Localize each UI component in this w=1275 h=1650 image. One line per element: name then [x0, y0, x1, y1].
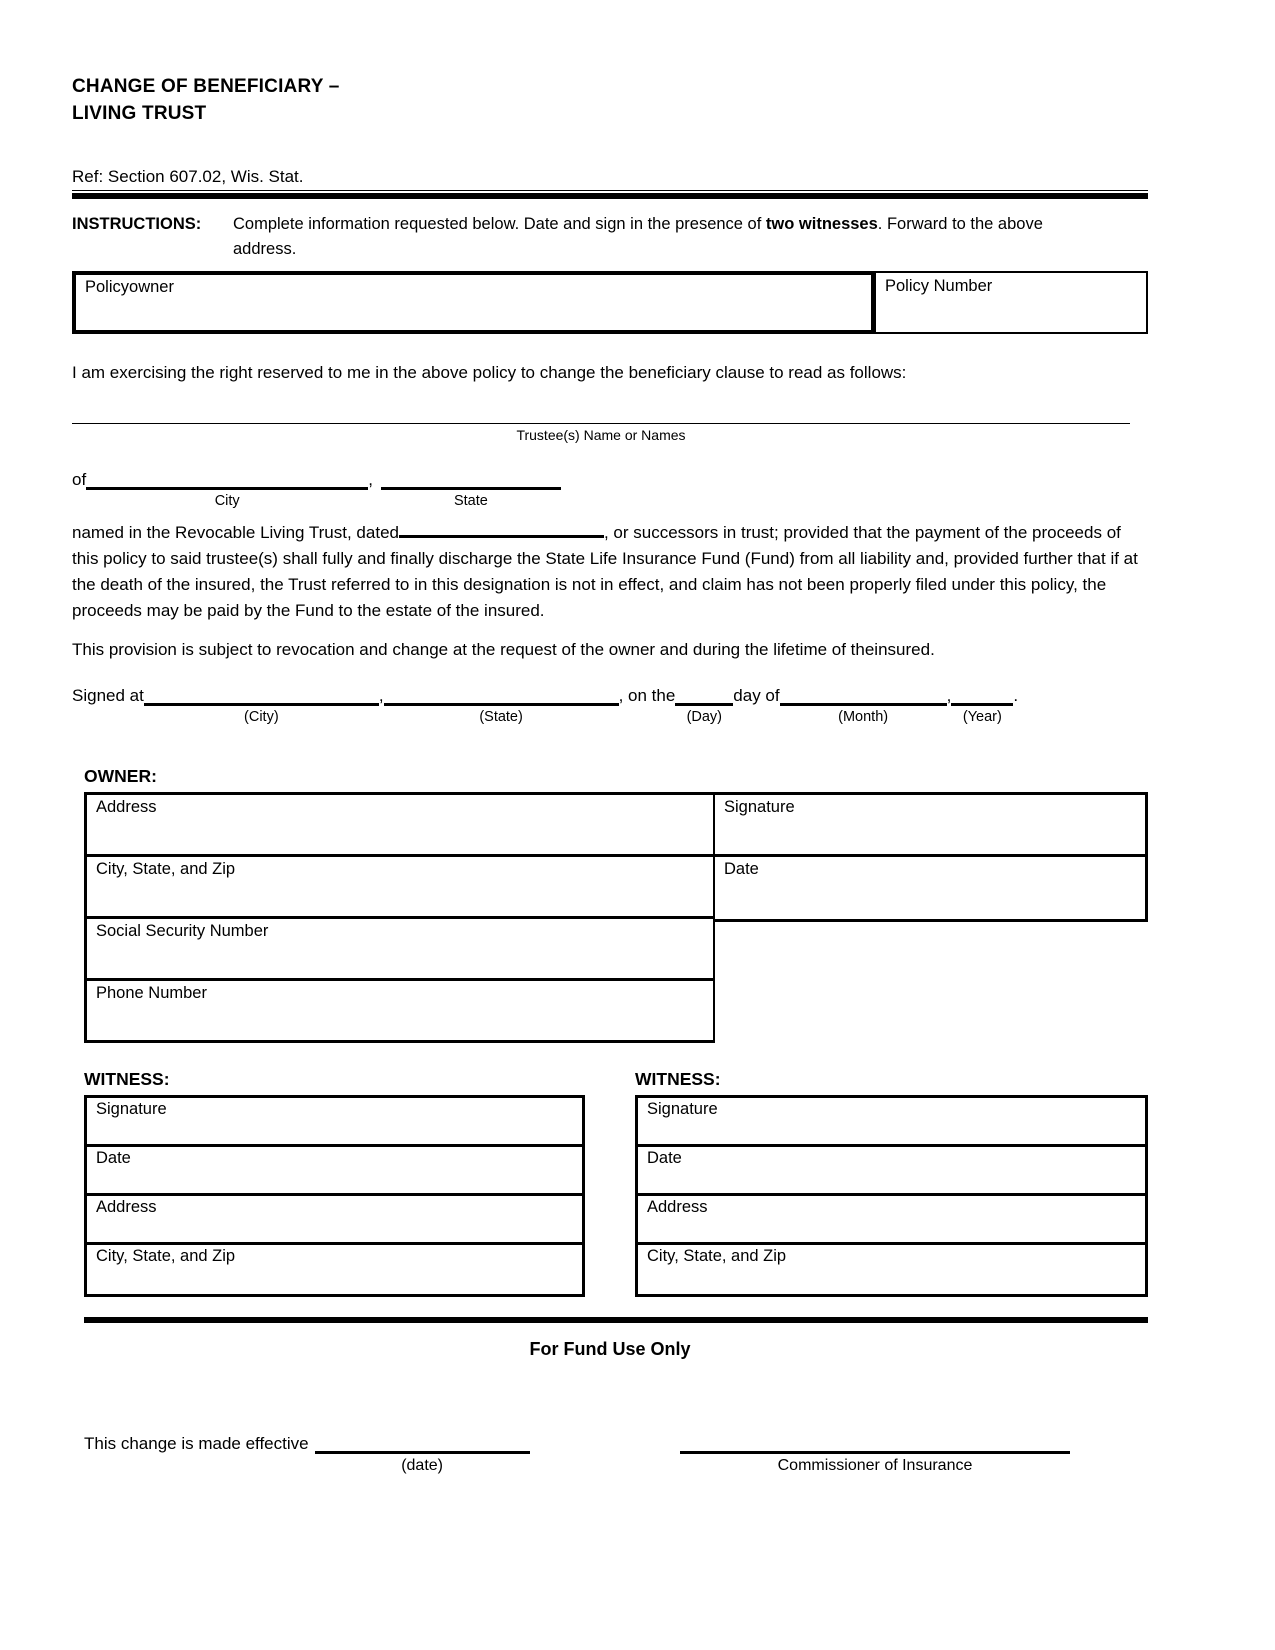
witness-2-city-state-zip-label: City, State, and Zip [647, 1247, 787, 1265]
signed-sep3: , [946, 686, 952, 705]
trust-paragraph-before: named in the Revocable Living Trust, dated [72, 523, 399, 542]
owner-date-label: Date [724, 860, 759, 878]
signed-state-blank[interactable] [384, 687, 619, 725]
witness-2-date-field[interactable] [638, 1147, 1145, 1196]
instructions-text-end: . Forward to the above [877, 215, 1043, 233]
witness-sections-row [84, 1069, 1148, 1297]
trust-paragraph-after: , or successors in trust; provided that the payment of the proceeds of this policy to said trustee(s) shall fully and finally discharge the State Life Insurance Fund (Fund) from all liability and, provided further that if at the death of the insured, the Trust referred to in this designation is not in effect, and claim has not been properly filed under this policy, the proceeds may be paid by the Fund to the estate of the insured. [72, 523, 1138, 620]
header-divider-rule [72, 193, 1148, 199]
witness-1-address-label: Address [96, 1198, 157, 1216]
witness-1-table [84, 1095, 585, 1297]
city-blank-label: City [214, 493, 240, 509]
fund-use-bottom-row [84, 1434, 1148, 1474]
witness-1-signature-field[interactable] [87, 1098, 582, 1147]
owner-address-label: Address [96, 798, 157, 816]
provision-paragraph: This provision is subject to revocation and change at the request of the owner and during the lifetime of theinsured. [72, 640, 935, 659]
trustee-name-blank[interactable] [72, 423, 1130, 424]
owner-ssn-field[interactable] [87, 919, 713, 981]
witness-1-signature-label: Signature [96, 1100, 167, 1118]
instructions-row [72, 212, 1148, 262]
trustee-name-area [72, 423, 1130, 443]
intro-paragraph: I am exercising the right reserved to me in the above policy to change the beneficiary clause to read as follows: [72, 363, 907, 382]
signed-day-label: (Day) [686, 709, 723, 725]
owner-date-field[interactable] [715, 857, 1145, 919]
signed-state-label: (State) [479, 709, 523, 725]
form-title-line1: CHANGE OF BENEFICIARY – [72, 76, 340, 97]
owner-table-right-column [715, 795, 1148, 922]
owner-table-left-column [84, 795, 715, 1043]
trust-paragraph [72, 520, 1148, 624]
form-title-line2: LIVING TRUST [72, 103, 207, 124]
owner-table [84, 792, 1148, 1043]
witness-2-city-state-zip-field[interactable] [638, 1245, 1145, 1294]
owner-phone-label: Phone Number [96, 984, 207, 1002]
owner-signature-label: Signature [724, 798, 795, 816]
form-title [72, 0, 1148, 127]
signed-day-blank[interactable] [675, 687, 733, 725]
signed-end: . [1013, 686, 1019, 705]
witness-1-date-label: Date [96, 1149, 131, 1167]
signed-city-label: (City) [244, 709, 279, 725]
witness-2-address-field[interactable] [638, 1196, 1145, 1245]
policyowner-field[interactable] [72, 271, 875, 334]
witness-2-signature-label: Signature [647, 1100, 718, 1118]
signed-at-row [72, 686, 1148, 725]
state-blank[interactable] [381, 471, 561, 509]
ref-statute-line: Ref: Section 607.02, Wis. Stat. [72, 167, 1148, 191]
effective-text: This change is made effective [84, 1434, 309, 1453]
owner-phone-field[interactable] [87, 981, 713, 1043]
effective-date-blank[interactable] [315, 1435, 530, 1474]
witness-1-city-state-zip-label: City, State, and Zip [96, 1247, 236, 1265]
witness-2-heading: WITNESS: [635, 1069, 721, 1089]
of-comma: , [368, 470, 373, 489]
owner-city-state-zip-label: City, State, and Zip [96, 860, 236, 878]
witness-2-address-label: Address [647, 1198, 708, 1216]
witness-2-date-label: Date [647, 1149, 682, 1167]
signed-month-label: (Month) [838, 709, 889, 725]
witness-1-date-field[interactable] [87, 1147, 582, 1196]
owner-address-field[interactable] [87, 795, 713, 857]
trustee-name-label: Trustee(s) Name or Names [516, 427, 686, 443]
commissioner-signature-blank[interactable] [680, 1435, 1070, 1474]
signed-prefix: Signed at [72, 686, 144, 705]
instructions-text-line2: address. [233, 240, 297, 258]
instructions-label: INSTRUCTIONS: [72, 215, 202, 233]
witness-1-city-state-zip-field[interactable] [87, 1245, 582, 1294]
policy-number-label: Policy Number [885, 277, 993, 295]
signed-year-label: (Year) [962, 709, 1002, 725]
policy-boxes-row [72, 271, 1148, 334]
signed-sep1: , [378, 686, 384, 705]
fund-use-divider-rule [84, 1317, 1148, 1323]
signed-year-blank[interactable] [951, 687, 1013, 725]
city-blank[interactable] [86, 471, 368, 509]
policyowner-label: Policyowner [85, 278, 174, 296]
witness-2-table [635, 1095, 1148, 1297]
policy-number-field[interactable] [875, 271, 1148, 334]
owner-heading: OWNER: [84, 766, 157, 786]
instructions-text-start: Complete information requested below. Date and sign in the presence of [233, 215, 766, 233]
witness-section-2 [635, 1069, 1148, 1297]
effective-date-label: (date) [401, 1457, 443, 1474]
owner-ssn-label: Social Security Number [96, 922, 269, 940]
signed-sep2: , on the [618, 686, 676, 705]
instructions-text [233, 212, 1148, 262]
witness-2-signature-field[interactable] [638, 1098, 1145, 1147]
signed-month-blank[interactable] [780, 687, 947, 725]
witness-1-address-field[interactable] [87, 1196, 582, 1245]
fund-use-only-title: For Fund Use Only [529, 1339, 691, 1359]
owner-signature-field[interactable] [715, 795, 1145, 857]
commissioner-label: Commissioner of Insurance [777, 1457, 973, 1474]
of-city-state-row [72, 470, 1148, 509]
witness-1-heading: WITNESS: [84, 1069, 170, 1089]
witness-section-1 [84, 1069, 585, 1297]
of-prefix: of [72, 470, 87, 489]
signed-dayof: day of [733, 686, 780, 705]
trust-date-blank[interactable] [399, 524, 604, 538]
signed-city-blank[interactable] [144, 687, 379, 725]
state-blank-label: State [453, 493, 488, 509]
owner-city-state-zip-field[interactable] [87, 857, 713, 919]
instructions-text-bold: two witnesses [765, 215, 878, 233]
